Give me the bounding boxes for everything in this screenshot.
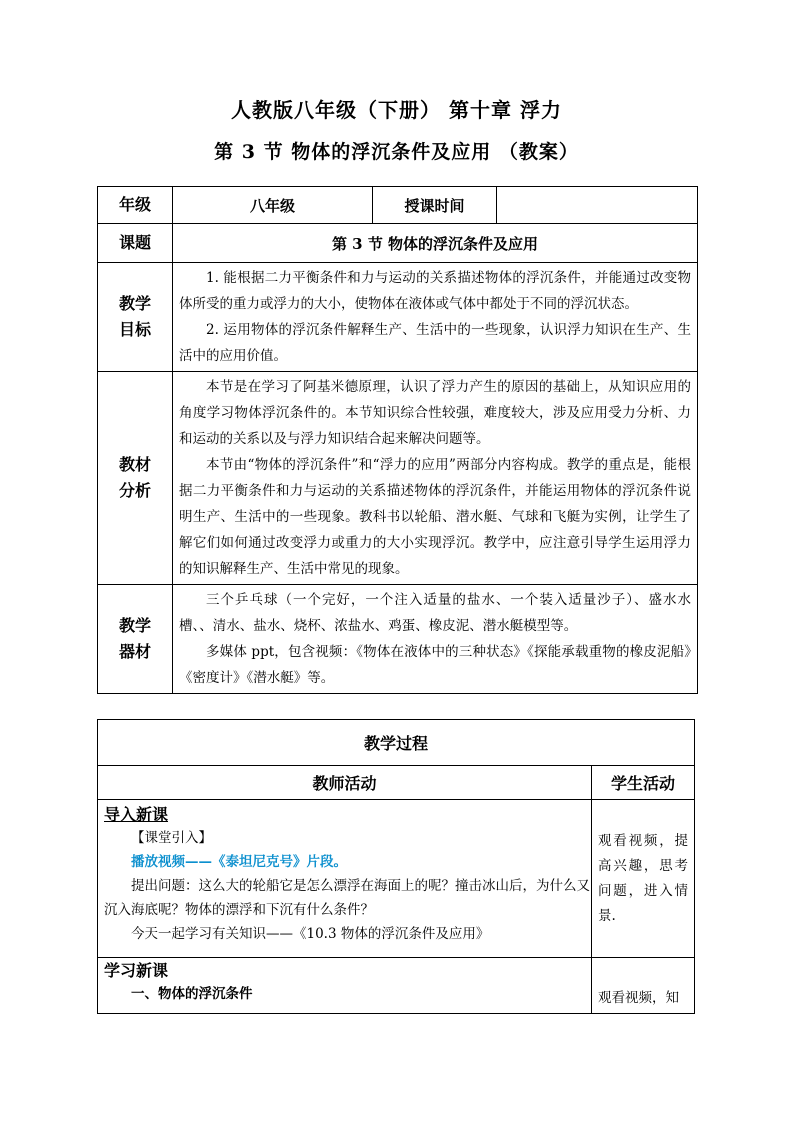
equipment-paragraph: 多媒体 ppt，包含视频：《物体在液体中的三种状态》《探能承载重物的橡皮泥船》《密度计》《潜水艇》等。 bbox=[179, 644, 691, 686]
equipment-label: 教学 器材 bbox=[98, 585, 173, 694]
grade-label: 年级 bbox=[98, 187, 173, 224]
goal-paragraph: 1. 能根据二力平衡条件和力与运动的关系描述物体的浮沉条件，并能通过改变物体所受的重力或浮力的大小，使物体在液体或气体中都处于不同的浮沉状态。 bbox=[179, 270, 691, 312]
topic-label: 课题 bbox=[98, 224, 173, 263]
document-subtitle: 第 3 节 物体的浮沉条件及应用 （教案） bbox=[214, 141, 579, 163]
goal-paragraph: 2. 运用物体的浮沉条件解释生产、生活中的一些现象，认识浮力知识在生产、生活中的应用价值。 bbox=[179, 322, 691, 364]
teaching-process-table bbox=[97, 719, 695, 1014]
teaching-goals bbox=[173, 263, 698, 372]
equipment-paragraph: 三个乒乓球（一个完好，一个注入适量的盐水、一个装入适量沙子）、盛水水槽、、清水、盐水、烧杯、浓盐水、鸡蛋、橡皮泥、潜水艇模型等。 bbox=[179, 592, 691, 634]
question-text: 提出问题：这么大的轮船它是怎么漂浮在海面上的呢？撞击冰山后，为什么又沉入海底呢？物体的漂浮和下沉有什么条件？ bbox=[104, 878, 590, 918]
student-activity-header: 学生活动 bbox=[592, 766, 695, 800]
intro-student-cell: 观看视频，提高兴趣，思考问题，进入情景. bbox=[592, 800, 695, 958]
today-topic-text: 今天一起学习有关知识——《10.3 物体的浮沉条件及应用》 bbox=[131, 926, 490, 942]
analysis-paragraph: 本节是在学习了阿基米德原理，认识了浮力产生的原因的基础上，从知识应用的角度学习物体浮沉条件的。本节知识综合性较强，难度较大，涉及应用受力分析、力和运动的关系以及与浮力知识结合起来解决问题等。 bbox=[179, 379, 691, 447]
intro-teacher-cell bbox=[98, 800, 592, 958]
process-title: 教学过程 bbox=[98, 720, 695, 766]
analysis-label: 教材 分析 bbox=[98, 372, 173, 585]
lesson-info-table bbox=[97, 186, 698, 694]
video-instruction: 播放视频——《泰坦尼克号》片段。 bbox=[131, 854, 347, 870]
material-analysis bbox=[173, 372, 698, 585]
document-title: 人教版八年级（下册） 第十章 浮力 bbox=[231, 98, 562, 122]
section-title-intro: 导入新课 bbox=[104, 805, 169, 824]
teacher-activity-header: 教师活动 bbox=[98, 766, 592, 800]
intro-label: 【课堂引入】 bbox=[131, 830, 212, 846]
goals-label: 教学 目标 bbox=[98, 263, 173, 372]
new-lesson-teacher-cell bbox=[98, 958, 592, 1014]
class-time-label: 授课时间 bbox=[373, 187, 497, 224]
topic-value: 第 3 节 物体的浮沉条件及应用 bbox=[173, 224, 698, 263]
class-time-value bbox=[497, 187, 698, 224]
grade-value: 八年级 bbox=[173, 187, 373, 224]
subsection-title: 一、物体的浮沉条件 bbox=[131, 986, 253, 1002]
analysis-paragraph: 本节由“物体的浮沉条件”和“浮力的应用”两部分内容构成。教学的重点是，能根据二力平衡条件和力与运动的关系描述物体的浮沉条件，并能运用物体的浮沉条件说明生产、生活中的一些现象。教科书以轮船、潜水艇、气球和飞艇为实例，让学生了解它们如何通过改变浮力或重力的大小实现浮沉。教学中，应注意引导学生运用浮力的知识解释生产、生活中常见的现象。 bbox=[179, 457, 691, 577]
new-lesson-student-cell: 观看视频，知 bbox=[592, 958, 695, 1014]
teaching-equipment bbox=[173, 585, 698, 694]
section-title-new-lesson: 学习新课 bbox=[104, 961, 169, 980]
